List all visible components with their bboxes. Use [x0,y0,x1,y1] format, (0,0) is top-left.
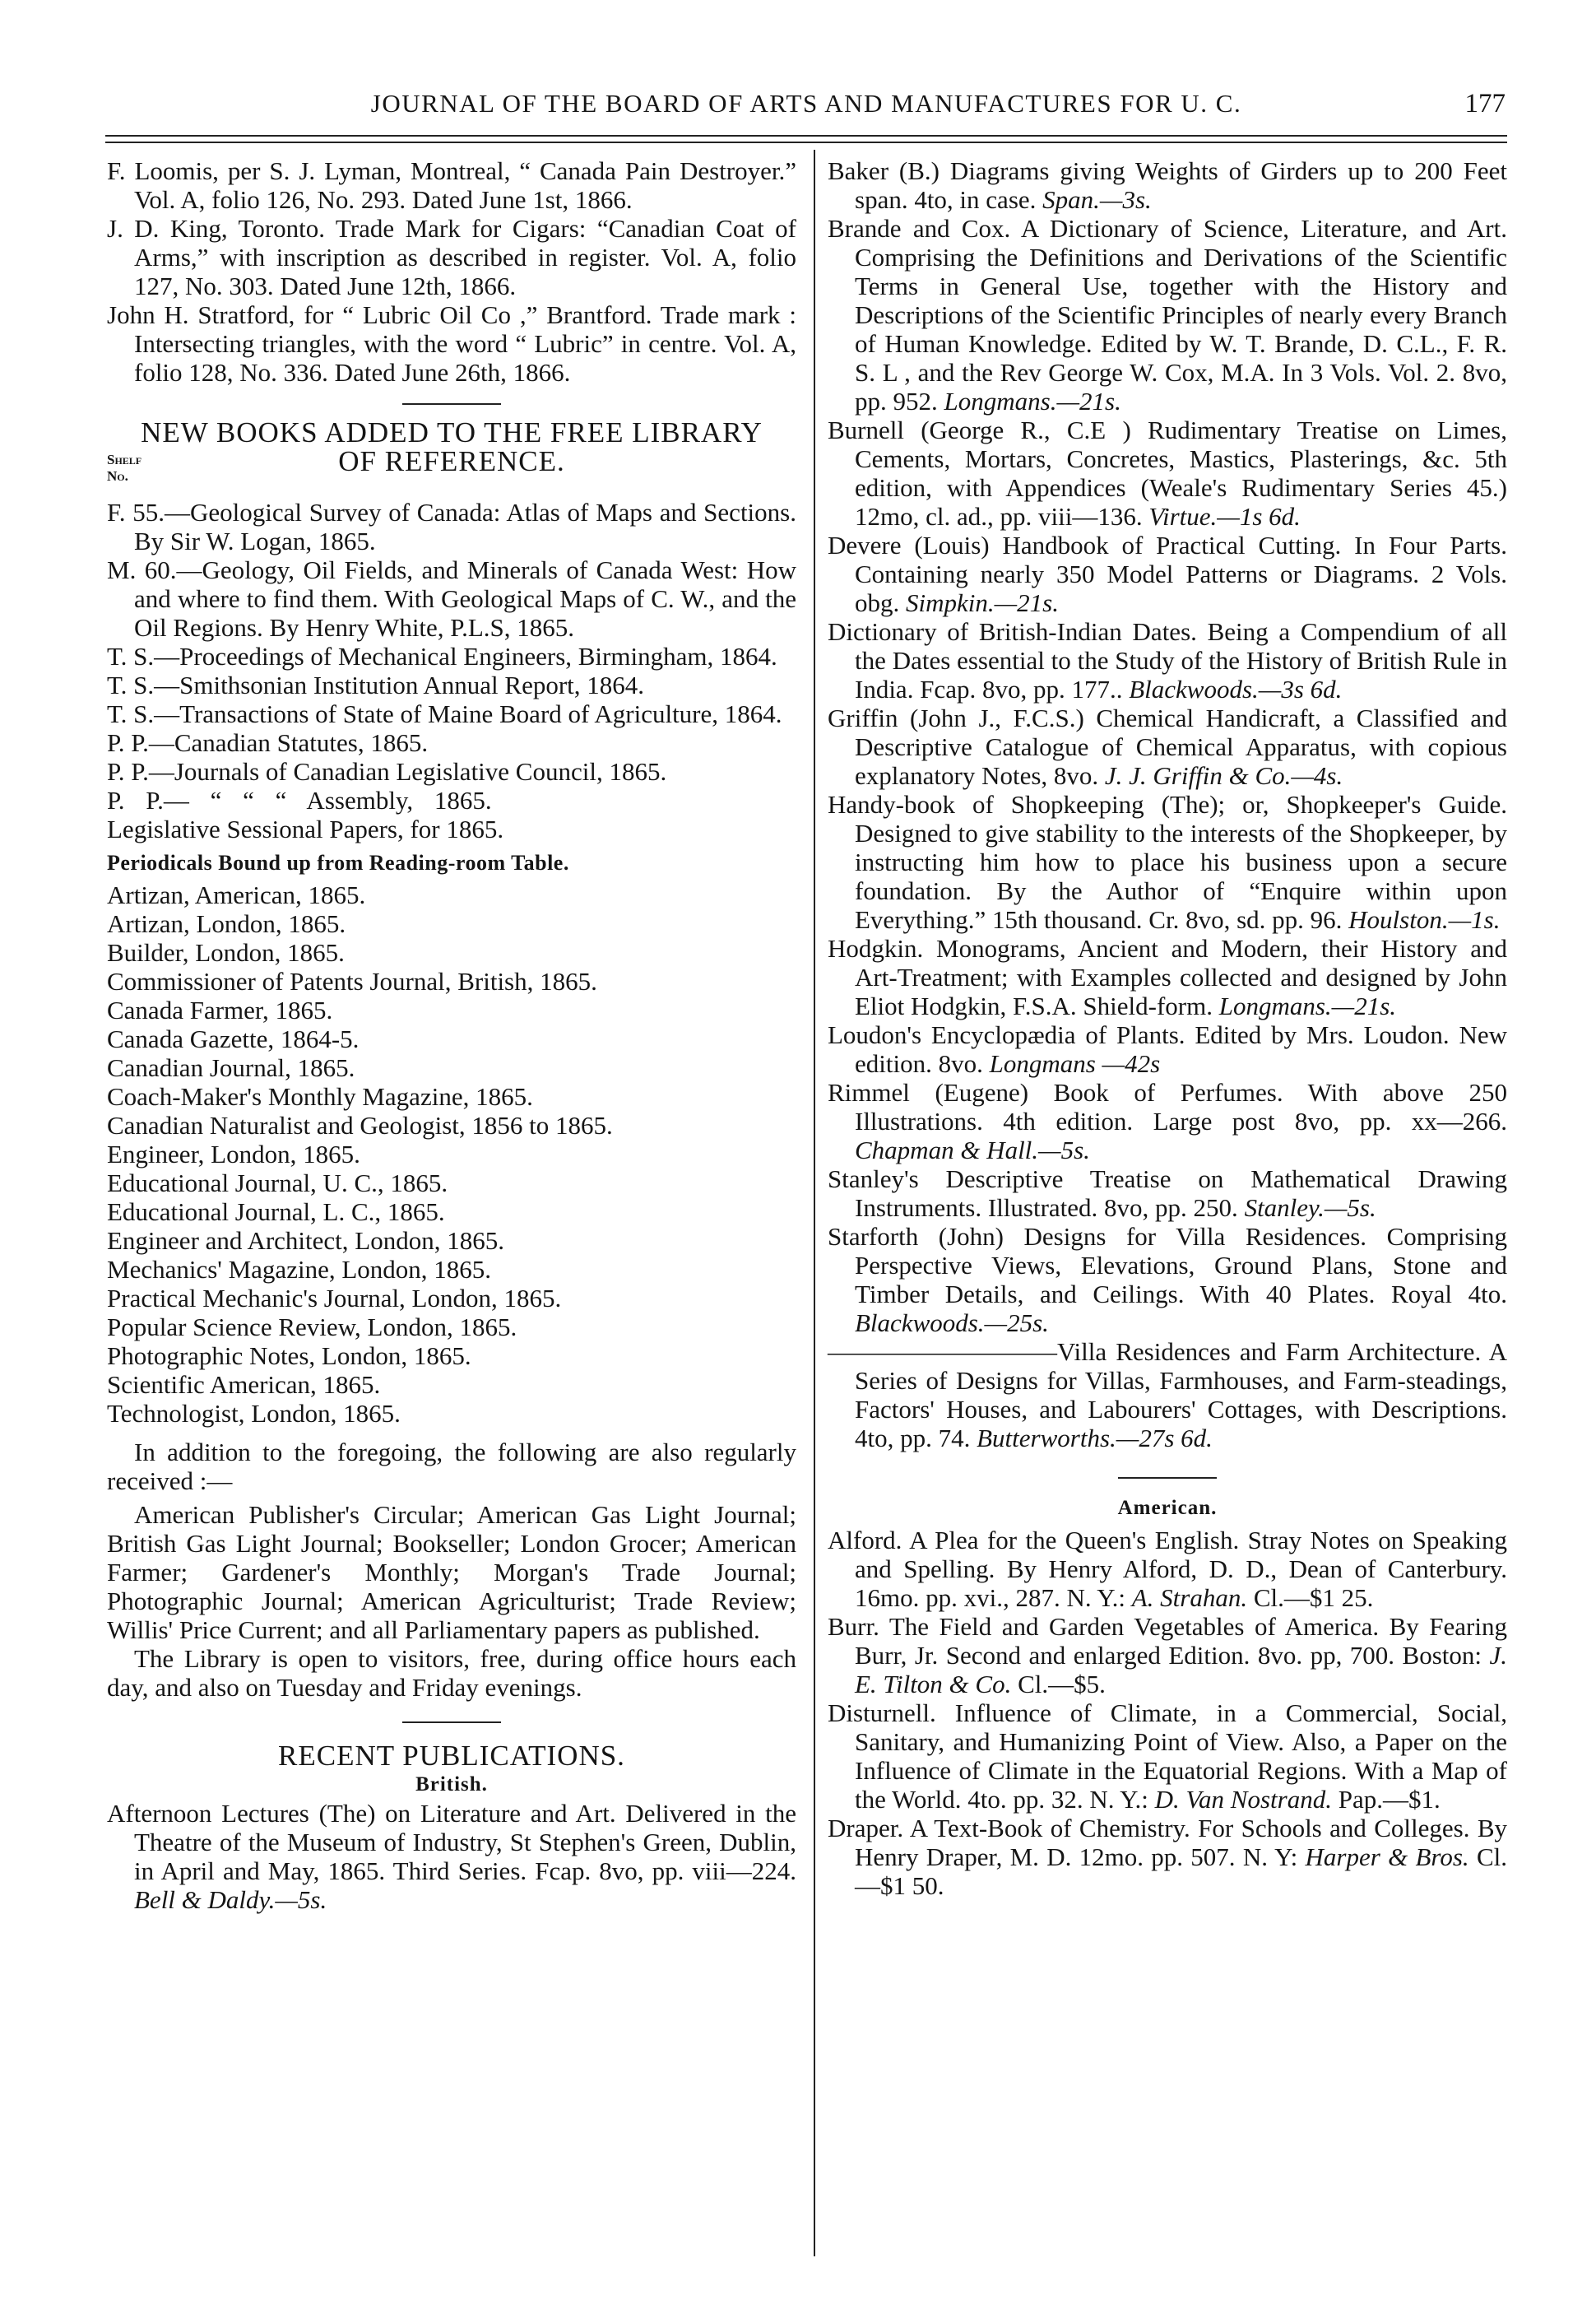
periodical-item: Popular Science Review, London, 1865. [107,1312,517,1341]
library-heading: NEW BOOKS ADDED TO THE FREE LIBRARY [141,416,763,448]
library-entry: F. 55.—Geological Survey of Canada: Atlas of Maps and Sections. By Sir W. Logan, 1865. [107,498,796,555]
library-hours: The Library is open to visitors, free, during office hours each day, and also on Tuesday and Friday evenings. [107,1644,796,1702]
publisher: Virtue.—1s 6d. [1148,502,1301,531]
publisher: Blackwoods.—3s 6d. [1129,675,1343,704]
publisher: A. Strahan. [1131,1583,1248,1612]
publisher: Longmans.—21s. [1218,992,1397,1020]
periodical-item: Photographic Notes, London, 1865. [107,1341,471,1370]
left-column [107,156,796,1914]
shelf-heading-row [107,447,796,498]
publication-entry: Stanley's Descriptive Treatise on Mathematical Drawing Instruments. Illustrated. 8vo, pp. 250. Stanley.—5s. [828,1164,1507,1222]
periodical-item: Canadian Naturalist and Geologist, 1856 to 1865. [107,1111,613,1140]
publication-entry: Devere (Louis) Handbook of Practical Cutting. In Four Parts. Containing nearly 350 Model Patterns or Diagrams. 2 Vols. obg. Simpkin.—21s. [828,531,1507,617]
publisher: Chapman & Hall.—5s. [855,1136,1090,1164]
publisher: Harper & Bros. [1305,1842,1469,1871]
publication-entry: Handy-book of Shopkeeping (The); or, Shopkeeper's Guide. Designed to give stability to the interests of the Shopkeeper, by instructing him how to place his business upon a secure foundation. By the Author of “Enquire within upon Everything.” 15th thousand. Cr. 8vo, sd. pp. 96. Houlston.—1s. [828,790,1507,934]
trademark-entry: J. D. King, Toronto. Trade Mark for Cigars: “Canadian Coat of Arms,” with inscription as described in register. Vol. A, folio 127, No. 303. Dated June 12th, 1866. [107,214,796,300]
publication-entry: Afternoon Lectures (The) on Literature and Art. Delivered in the Theatre of the Museum of Industry, St Stephen's Green, Dublin, in April and May, 1865. Third Series. Fcap. 8vo, pp. viii—224. Bell & Daldy.—5s. [107,1799,796,1914]
header-rule-top [105,135,1507,137]
publisher: Bell & Daldy.—5s. [134,1885,327,1914]
library-entry: T. S.—Transactions of State of Maine Board of Agriculture, 1864. [107,699,782,728]
trademark-entry: John H. Stratford, for “ Lubric Oil Co ,” Brantford. Trade mark : Intersecting triangles, with the word “ Lubric” in centre. Vol. A, folio 128, No. 336. Dated June 26th, 1866. [107,300,796,387]
periodical-item: Canada Gazette, 1864-5. [107,1024,360,1053]
periodical-item: Engineer and Architect, London, 1865. [107,1226,504,1255]
publisher: Longmans.—21s. [944,387,1121,416]
column-divider [814,150,815,2256]
publication-entry: Starforth (John) Designs for Villa Residences. Comprising Perspective Views, Elevations, Ground Plans, Stone and Timber Details, and Ceilings. With 40 Plates. Royal 4to. Blackwoods.—25s. [828,1222,1507,1337]
publication-entry: Dictionary of British-Indian Dates. Being a Compendium of all the Dates essential to the Study of the History of British Rule in India. Fcap. 8vo, pp. 177.. Blackwoods.—3s 6d. [828,617,1507,704]
publication-entry: Loudon's Encyclopædia of Plants. Edited by Mrs. Loudon. New edition. 8vo. Longmans —42s [828,1020,1507,1078]
periodical-item: Artizan, London, 1865. [107,909,346,938]
publisher: J. J. Griffin & Co.—4s. [1104,761,1343,790]
journal-title: JOURNAL OF THE BOARD OF ARTS AND MANUFACTURES FOR U. C. [370,89,1242,118]
publisher: D. Van Nostrand. [1154,1785,1332,1814]
library-entry: P. P.—Journals of Canadian Legislative Council, 1865. [107,757,667,786]
publisher: Span.—3s. [1042,185,1152,214]
publisher: Butterworths.—27s 6d. [977,1424,1213,1452]
library-entry: M. 60.—Geology, Oil Fields, and Minerals of Canada West: How and where to find them. With Geological Maps of C. W., and the Oil Regions. By Henry White, P.L.S, 1865. [107,555,796,642]
periodical-item: Educational Journal, U. C., 1865. [107,1168,448,1197]
periodical-item: Educational Journal, L. C., 1865. [107,1197,445,1226]
library-entry: Legislative Sessional Papers, for 1865. [107,815,504,843]
trademark-entry: F. Loomis, per S. J. Lyman, Montreal, “ Canada Pain Destroyer.” Vol. A, folio 126, No. 293. Dated June 1st, 1866. [107,156,796,214]
running-header [107,89,1506,125]
publication-entry: Burr. The Field and Garden Vegetables of America. By Fearing Burr, Jr. Second and enlarged Edition. 8vo. pp, 700. Boston: J. E. Tilton & Co. Cl.—$5. [828,1612,1508,1698]
periodical-item: Scientific American, 1865. [107,1370,381,1399]
publisher: J. E. Tilton & Co. [855,1641,1508,1698]
publication-entry: Draper. A Text-Book of Chemistry. For Schools and Colleges. By Henry Draper, M. D. 12mo. pp. 507. N. Y: Harper & Bros. Cl.—$1 50. [828,1814,1508,1900]
periodical-item: Canada Farmer, 1865. [107,996,333,1024]
periodical-item: Canadian Journal, 1865. [107,1053,355,1082]
publisher: Longmans —42s [989,1049,1161,1078]
periodical-item: Artizan, American, 1865. [107,880,366,909]
publication-entry: Baker (B.) Diagrams giving Weights of Girders up to 200 Feet span. 4to, in case. Span.—3s. [828,156,1507,214]
publication-entry: Disturnell. Influence of Climate, in a Commercial, Social, Sanitary, and Humanizing Point of View. Also, a Paper on the Influence of Climate in the Equatorial Regions. With a Map of the World. 4to. pp. 32. N. Y.: D. Van Nostrand. Pap.—$1. [828,1698,1507,1814]
library-entry: P. P.—Canadian Statutes, 1865. [107,728,429,757]
publication-entry: Burnell (George R., C.E ) Rudimentary Treatise on Limes, Cements, Mortars, Concretes, Mastics, Plasterings, &c. 5th edition, with Appendices (Weale's Rudimentary Series 45.) 12mo, cl. ad., pp. viii—136. Virtue.—1s 6d. [828,416,1507,531]
periodical-item: Practical Mechanic's Journal, London, 1865. [107,1284,562,1312]
library-entry: T. S.—Smithsonian Institution Annual Report, 1864. [107,671,645,699]
periodical-item: Builder, London, 1865. [107,938,345,967]
publication-entry: Rimmel (Eugene) Book of Perfumes. With above 250 Illustrations. 4th edition. Large post 8vo, pp. xx—266. Chapman & Hall.—5s. [828,1078,1507,1164]
american-heading: American. [1117,1497,1218,1519]
british-heading: British. [415,1773,488,1796]
periodical-item: Engineer, London, 1865. [107,1140,360,1168]
publisher: Blackwoods.—25s. [855,1308,1049,1337]
recent-publications-heading: RECENT PUBLICATIONS. [278,1740,625,1772]
periodicals-heading: Periodicals Bound up from Reading-room Table. [107,851,569,875]
publication-entry: —————————Villa Residences and Farm Architecture. A Series of Designs for Villas, Farmhouses, and Farm-steadings, Factors' Houses, and Labourers' Cottages, with Descriptions. 4to, pp. 74. Butterworths.—27s 6d. [828,1337,1507,1452]
publisher: Simpkin.—21s. [906,588,1059,617]
publication-entry: Hodgkin. Monograms, Ancient and Modern, their History and Art-Treatment; with Examples collected and designed by John Eliot Hodgkin, F.S.A. Shield-form. Longmans.—21s. [828,934,1507,1020]
library-entry: P. P.— “ “ “ Assembly, 1865. [107,786,492,815]
periodicals-list [107,880,796,1428]
library-heading-line-2: OF REFERENCE. [338,445,565,477]
publisher: Houlston.—1s. [1348,905,1501,934]
section-divider [1118,1477,1217,1479]
section-divider [402,1721,501,1723]
publication-entry: Griffin (John J., F.C.S.) Chemical Handicraft, a Classified and Descriptive Catalogue of Chemical Apparatus, with copious explanatory Notes, 8vo. J. J. Griffin & Co.—4s. [828,704,1507,790]
addition-list: American Publisher's Circular; American Gas Light Journal; British Gas Light Journal; Bookseller; London Grocer; American Farmer; Gardener's Monthly; Morgan's Trade Journal; Photographic Journal; American Agriculturist; Trade Review; Willis' Price Current; and all Parliamentary papers as published. [107,1500,796,1644]
periodical-item: Mechanics' Magazine, London, 1865. [107,1255,492,1284]
addition-intro: In addition to the foregoing, the following are also regularly received :— [107,1438,796,1495]
section-divider [402,403,501,405]
periodical-item: Technologist, London, 1865. [107,1399,401,1428]
right-column [828,156,1507,1900]
library-entry: T. S.—Proceedings of Mechanical Engineers, Birmingham, 1864. [107,642,777,671]
shelf-number-label: Shelf No. [107,452,142,484]
periodical-item: Coach-Maker's Monthly Magazine, 1865. [107,1082,533,1111]
publication-entry: Brande and Cox. A Dictionary of Science, Literature, and Art. Comprising the Definitions and Derivations of the Scientific Terms in General Use, together with the History and Descriptions of the Scientific Principles of nearly every Branch of Human Knowledge. Edited by W. T. Brande, D. C.L., F. R. S. L , and the Rev George W. Cox, M.A. In 3 Vols. Vol. 2. 8vo, pp. 952. Longmans.—21s. [828,214,1507,416]
publication-entry: Alford. A Plea for the Queen's English. Stray Notes on Speaking and Spelling. By Henry Alford, D. D., Dean of Canterbury. 16mo. pp. xvi., 287. N. Y.: A. Strahan. Cl.—$1 25. [828,1526,1507,1612]
header-rule-bottom [105,142,1507,143]
publisher: Stanley.—5s. [1244,1193,1376,1222]
periodical-item: Commissioner of Patents Journal, British, 1865. [107,967,597,996]
page-number: 177 [1464,89,1506,118]
